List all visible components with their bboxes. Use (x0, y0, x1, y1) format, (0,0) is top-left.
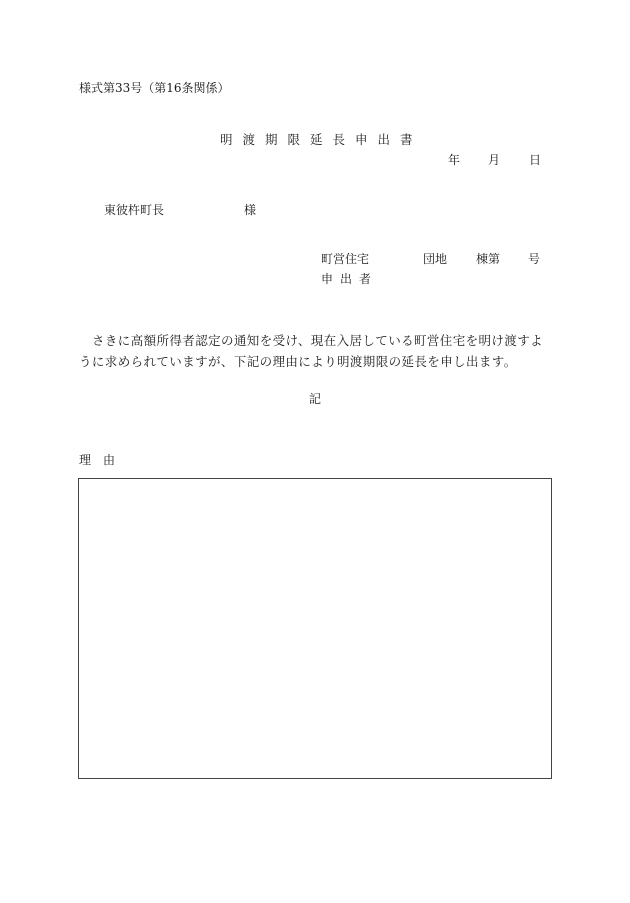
document-title: 明渡期限延長申出書 (220, 132, 423, 147)
form-number: 様式第33号（第16条関係） (79, 81, 230, 95)
addressee-honorific: 様 (244, 203, 257, 217)
date-year-label: 年 (448, 153, 461, 167)
housing-label: 町営住宅 (321, 252, 370, 266)
body-text: さきに高額所得者認定の通知を受け、現在入居している町営住宅を明け渡すように求められていますが、下記の理由により明渡期限の延長を申し出ます。 (79, 333, 544, 369)
date-row (448, 152, 548, 168)
reason-label: 理由 (79, 453, 128, 467)
date-day-label: 日 (529, 153, 542, 167)
body-paragraph (79, 330, 554, 372)
date-month-label: 月 (488, 153, 501, 167)
ki-heading: 記 (309, 392, 322, 406)
addressee-name: 東彼杵町長 (104, 203, 165, 217)
building-label: 棟第 (476, 252, 501, 266)
danchi-label: 団地 (423, 252, 448, 266)
applicant-label: 申出者 (321, 272, 379, 286)
number-label: 号 (528, 252, 541, 266)
housing-row (321, 251, 551, 267)
reason-field[interactable] (78, 478, 552, 779)
